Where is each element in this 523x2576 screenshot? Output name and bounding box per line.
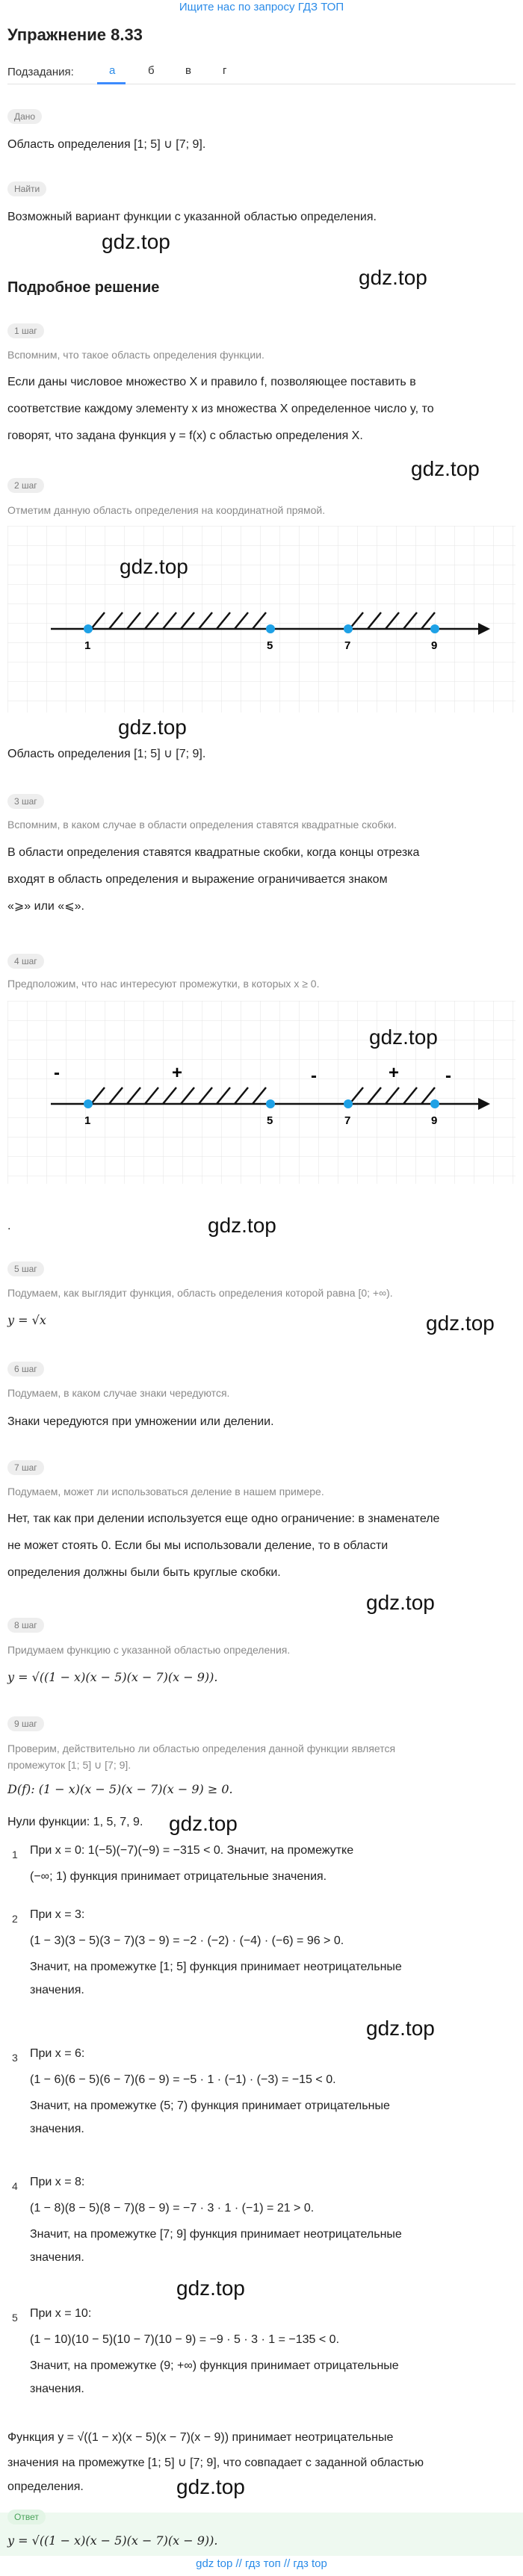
watermark: gdz.top <box>208 1214 276 1237</box>
formula: y = √((1 − x)(x − 5)(x − 7)(x − 9)). <box>7 1670 218 1684</box>
list-line: (1 − 3)(3 − 5)(3 − 7)(3 − 9) = −2 · (−2) · (−4) · (−6) = 96 > 0. <box>30 1934 344 1947</box>
step-hint: Вспомним, что такое область определения функции. <box>7 349 264 361</box>
list-line: При x = 0: 1(−5)(−7)(−9) = −315 < 0. Значит, на промежутке <box>30 1844 354 1857</box>
step-hint: Подумаем, как выглядит функция, область определения которой равна [0; +∞). <box>7 1287 393 1299</box>
watermark: gdz.top <box>176 2475 245 2498</box>
step-text: не может стоять 0. Если бы мы использовали деление, то в области <box>7 1539 389 1552</box>
tick-label-9: 9 <box>431 639 438 652</box>
step-hint: Отметим данную область определения на координатной прямой. <box>7 504 326 516</box>
subtask-tab-g[interactable]: г <box>223 64 227 77</box>
conclusion-line: определения. <box>7 2480 84 2493</box>
watermark: gdz.top <box>120 555 188 578</box>
step-hint: Подумаем, в каком случае знаки чередуются. <box>7 1387 230 1399</box>
list-line: При x = 3: <box>30 1908 85 1921</box>
answer-formula: y = √((1 − x)(x − 5)(x − 7)(x − 9)). <box>7 2533 218 2548</box>
point-7 <box>344 1099 353 1108</box>
step-pill: 6 шаг <box>7 1362 44 1377</box>
solution-title: Подробное решение <box>7 279 160 296</box>
step-pill: 1 шаг <box>7 323 44 338</box>
list-line: Значит, на промежутке [7; 9] функция принимает неотрицательные <box>30 2228 402 2241</box>
step-text: Область определения [1; 5] ∪ [7; 9]. <box>7 748 206 760</box>
step-pill: 8 шаг <box>7 1618 44 1633</box>
step-pill: 2 шаг <box>7 478 44 493</box>
step-text: определения должны были быть круглые скобки. <box>7 1566 281 1579</box>
list-line: значения. <box>30 2383 84 2395</box>
list-line: значения. <box>30 2251 84 2264</box>
watermark: gdz.top <box>411 457 480 480</box>
list-line: значения. <box>30 1984 84 1996</box>
subtask-tab-a[interactable]: а <box>109 64 116 77</box>
step-hint: Предположим, что нас интересуют промежутки, в которых x ≥ 0. <box>7 978 320 990</box>
step-hint: промежуток [1; 5] ∪ [7; 9]. <box>7 1759 131 1771</box>
point-5 <box>266 1099 275 1108</box>
step-text: соответствие каждому элементу x из множества X определенное число y, то <box>7 403 434 415</box>
step-pill: 7 шаг <box>7 1460 44 1475</box>
list-line: (1 − 10)(10 − 5)(10 − 7)(10 − 9) = −9 · 5 · 3 · 1 = −135 < 0. <box>30 2333 340 2346</box>
watermark: gdz.top <box>426 1312 495 1335</box>
list-line: значения. <box>30 2123 84 2135</box>
list-item <box>7 2302 516 2400</box>
number-line-figure-1 <box>7 526 516 713</box>
step-hint: Вспомним, в каком случае в области определения ставятся квадратные скобки. <box>7 819 397 831</box>
tick-label-7: 7 <box>344 639 351 652</box>
bottom-links[interactable]: gdz top // гдз топ // гдз top <box>196 2557 327 2570</box>
watermark: gdz.top <box>359 266 427 289</box>
sign-plus: + <box>172 1063 183 1083</box>
point-7 <box>344 624 353 633</box>
list-line: Значит, на промежутке [1; 5] функция принимает неотрицательные <box>30 1961 402 1973</box>
watermark: gdz.top <box>102 230 170 253</box>
watermark: gdz.top <box>169 1812 238 1835</box>
step-text: Знаки чередуются при умножении или делении. <box>7 1415 274 1428</box>
given-text: Область определения [1; 5] ∪ [7; 9]. <box>7 138 206 151</box>
list-line: (1 − 8)(8 − 5)(8 − 7)(8 − 9) = −7 · 3 · 1 · (−1) = 21 > 0. <box>30 2202 315 2215</box>
point-9 <box>430 624 439 633</box>
answer-pill: Ответ <box>7 2510 46 2524</box>
step-hint: Придумаем функцию с указанной областью определения. <box>7 1644 291 1656</box>
list-item <box>7 1839 516 1888</box>
list-number: 2 <box>12 1913 18 1925</box>
list-line: Значит, на промежутке (5; 7) функция принимает отрицательные <box>30 2099 390 2112</box>
sign-minus: - <box>445 1066 451 1086</box>
tick-label-9: 9 <box>431 1114 438 1127</box>
list-number: 5 <box>12 2312 18 2324</box>
sign-minus: - <box>311 1066 317 1086</box>
list-number: 1 <box>12 1849 18 1860</box>
tick-label-5: 5 <box>267 639 273 652</box>
find-text: Возможный вариант функции с указанной областью определения. <box>7 211 377 223</box>
find-pill: Найти <box>7 181 46 196</box>
list-line: (1 − 6)(6 − 5)(6 − 7)(6 − 9) = −5 · 1 · (−1) · (−3) = −15 < 0. <box>30 2073 336 2086</box>
list-item <box>7 1903 516 2002</box>
subtask-tab-v[interactable]: в <box>185 64 191 77</box>
step-pill: 9 шаг <box>7 1716 44 1731</box>
tick-label-5: 5 <box>267 1114 273 1127</box>
point-1 <box>84 1099 93 1108</box>
list-line: При x = 8: <box>30 2176 85 2188</box>
point-1 <box>84 624 93 633</box>
list-line: (−∞; 1) функция принимает отрицательные значения. <box>30 1870 327 1883</box>
tick-label-7: 7 <box>344 1114 351 1127</box>
step-text: «⩾» или «⩽». <box>7 900 84 913</box>
watermark: gdz.top <box>118 716 187 739</box>
conclusion-line: Функция y = √((1 − x)(x − 5)(x − 7)(x − 9)) принимает неотрицательные <box>7 2431 394 2444</box>
stray-dot: . <box>7 1220 11 1232</box>
step-hint: Проверим, действительно ли областью определения данной функции является <box>7 1742 396 1754</box>
step-pill: 4 шаг <box>7 954 44 969</box>
step-text: В области определения ставятся квадратные скобки, когда концы отрезка <box>7 846 420 859</box>
watermark: gdz.top <box>366 2017 435 2040</box>
step-text: говорят, что задана функция y = f(x) с областью определения X. <box>7 429 363 442</box>
sign-minus: - <box>54 1063 60 1083</box>
list-line: Значит, на промежутке (9; +∞) функция принимает отрицательные <box>30 2359 399 2372</box>
subtasks-label: Подзадания: <box>7 66 74 78</box>
formula: y = √x <box>7 1313 46 1327</box>
list-item <box>7 2042 516 2141</box>
step-text: Нет, так как при делении используется еще одно ограничение: в знаменателе <box>7 1512 440 1525</box>
list-line: При x = 6: <box>30 2047 85 2060</box>
subtask-tab-b[interactable]: б <box>148 64 155 77</box>
watermark: gdz.top <box>369 1025 438 1049</box>
formula: D(f): (1 − x)(x − 5)(x − 7)(x − 9) ≥ 0. <box>7 1782 233 1796</box>
given-pill: Дано <box>7 109 42 124</box>
list-item <box>7 2170 516 2269</box>
tick-label-1: 1 <box>84 639 91 652</box>
step-text: Нули функции: 1, 5, 7, 9. <box>7 1816 143 1828</box>
step-hint: Подумаем, может ли использоваться деление в нашем примере. <box>7 1486 324 1498</box>
list-line: При x = 10: <box>30 2307 92 2320</box>
conclusion-line: значения на промежутке [1; 5] ∪ [7; 9], что совпадает с заданной областью <box>7 2456 424 2469</box>
top-search-link[interactable]: Ищите нас по запросу ГДЗ ТОП <box>179 1 344 13</box>
step-text: Если даны числовое множество X и правило f, позволяющее поставить в <box>7 376 416 388</box>
step-pill: 5 шаг <box>7 1261 44 1276</box>
point-9 <box>430 1099 439 1108</box>
tick-label-1: 1 <box>84 1114 91 1127</box>
list-number: 4 <box>12 2180 18 2192</box>
sign-plus: + <box>389 1063 400 1083</box>
step-text: входят в область определения и выражение ограничивается знаком <box>7 873 388 886</box>
step-pill: 3 шаг <box>7 794 44 809</box>
active-tab-indicator <box>97 82 126 84</box>
watermark: gdz.top <box>366 1591 435 1614</box>
point-5 <box>266 624 275 633</box>
watermark: gdz.top <box>176 2276 245 2300</box>
number-line-figure-2 <box>7 1001 516 1184</box>
page-title: Упражнение 8.33 <box>7 25 143 44</box>
list-number: 3 <box>12 2052 18 2064</box>
